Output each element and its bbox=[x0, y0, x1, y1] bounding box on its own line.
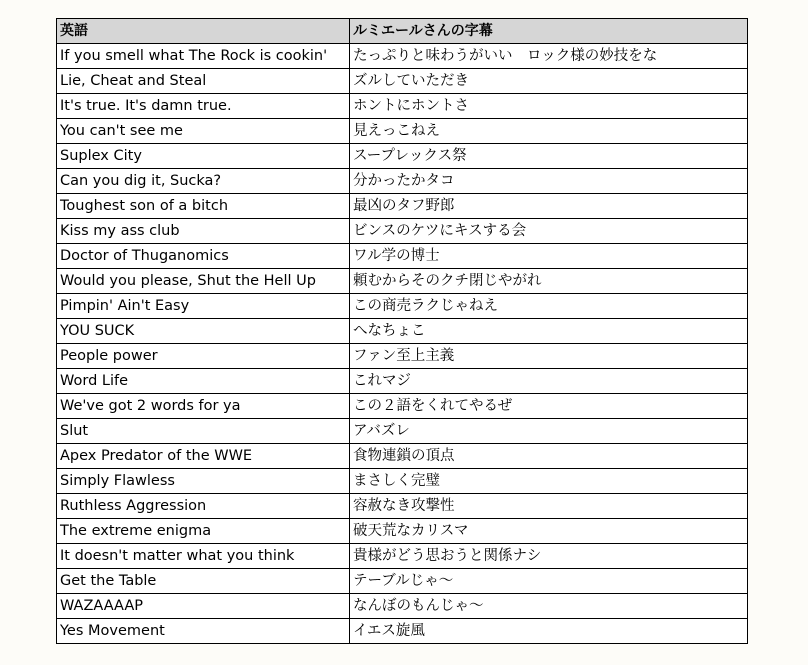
table-row bbox=[57, 194, 748, 219]
japanese-subtitle-cell: 頼むからそのクチ閉じやがれ bbox=[350, 269, 748, 294]
english-phrase-cell: If you smell what The Rock is cookin' bbox=[57, 44, 350, 69]
table-row bbox=[57, 569, 748, 594]
japanese-subtitle-cell: 容赦なき攻撃性 bbox=[350, 494, 748, 519]
english-phrase-cell: Pimpin' Ain't Easy bbox=[57, 294, 350, 319]
table-row bbox=[57, 594, 748, 619]
table-row bbox=[57, 144, 748, 169]
table-row bbox=[57, 444, 748, 469]
japanese-subtitle-cell: ホントにホントさ bbox=[350, 94, 748, 119]
table-row bbox=[57, 294, 748, 319]
header-subtitle: ルミエールさんの字幕 bbox=[350, 19, 748, 44]
table-row bbox=[57, 69, 748, 94]
table-row bbox=[57, 394, 748, 419]
japanese-subtitle-cell: ズルしていただき bbox=[350, 69, 748, 94]
japanese-subtitle-cell: なんぼのもんじゃ～ bbox=[350, 594, 748, 619]
japanese-subtitle-cell: テーブルじゃ～ bbox=[350, 569, 748, 594]
english-phrase-cell: Word Life bbox=[57, 369, 350, 394]
english-phrase-cell: Simply Flawless bbox=[57, 469, 350, 494]
table-row bbox=[57, 469, 748, 494]
table-row bbox=[57, 544, 748, 569]
table-row bbox=[57, 44, 748, 69]
english-phrase-cell: Yes Movement bbox=[57, 619, 350, 644]
japanese-subtitle-cell: 見えっこねえ bbox=[350, 119, 748, 144]
table-row bbox=[57, 369, 748, 394]
table-row bbox=[57, 169, 748, 194]
english-phrase-cell: The extreme enigma bbox=[57, 519, 350, 544]
english-phrase-cell: It's true. It's damn true. bbox=[57, 94, 350, 119]
table-row bbox=[57, 344, 748, 369]
japanese-subtitle-cell: この２語をくれてやるぜ bbox=[350, 394, 748, 419]
english-phrase-cell: Toughest son of a bitch bbox=[57, 194, 350, 219]
subtitle-comparison-table bbox=[56, 18, 748, 644]
english-phrase-cell: Doctor of Thuganomics bbox=[57, 244, 350, 269]
japanese-subtitle-cell: この商売ラクじゃねえ bbox=[350, 294, 748, 319]
japanese-subtitle-cell: ファン至上主義 bbox=[350, 344, 748, 369]
english-phrase-cell: Would you please, Shut the Hell Up bbox=[57, 269, 350, 294]
english-phrase-cell: Slut bbox=[57, 419, 350, 444]
japanese-subtitle-cell: ビンスのケツにキスする会 bbox=[350, 219, 748, 244]
english-phrase-cell: Ruthless Aggression bbox=[57, 494, 350, 519]
english-phrase-cell: Lie, Cheat and Steal bbox=[57, 69, 350, 94]
japanese-subtitle-cell: 分かったかタコ bbox=[350, 169, 748, 194]
japanese-subtitle-cell: 破天荒なカリスマ bbox=[350, 519, 748, 544]
english-phrase-cell: Kiss my ass club bbox=[57, 219, 350, 244]
table-row bbox=[57, 119, 748, 144]
english-phrase-cell: Can you dig it, Sucka? bbox=[57, 169, 350, 194]
table-row bbox=[57, 494, 748, 519]
japanese-subtitle-cell: 最凶のタフ野郎 bbox=[350, 194, 748, 219]
table-row bbox=[57, 219, 748, 244]
english-phrase-cell: People power bbox=[57, 344, 350, 369]
table-row bbox=[57, 319, 748, 344]
japanese-subtitle-cell: ワル学の博士 bbox=[350, 244, 748, 269]
japanese-subtitle-cell: アバズレ bbox=[350, 419, 748, 444]
english-phrase-cell: It doesn't matter what you think bbox=[57, 544, 350, 569]
english-phrase-cell: Get the Table bbox=[57, 569, 350, 594]
english-phrase-cell: WAZAAAAP bbox=[57, 594, 350, 619]
english-phrase-cell: YOU SUCK bbox=[57, 319, 350, 344]
japanese-subtitle-cell: これマジ bbox=[350, 369, 748, 394]
japanese-subtitle-cell: 食物連鎖の頂点 bbox=[350, 444, 748, 469]
table-row bbox=[57, 419, 748, 444]
header-english: 英語 bbox=[57, 19, 350, 44]
english-phrase-cell: Apex Predator of the WWE bbox=[57, 444, 350, 469]
japanese-subtitle-cell: たっぷりと味わうがいい ロック様の妙技をな bbox=[350, 44, 748, 69]
table-row bbox=[57, 519, 748, 544]
japanese-subtitle-cell: まさしく完璧 bbox=[350, 469, 748, 494]
japanese-subtitle-cell: イエス旋風 bbox=[350, 619, 748, 644]
english-phrase-cell: We've got 2 words for ya bbox=[57, 394, 350, 419]
english-phrase-cell: You can't see me bbox=[57, 119, 350, 144]
table-row bbox=[57, 269, 748, 294]
japanese-subtitle-cell: スープレックス祭 bbox=[350, 144, 748, 169]
english-phrase-cell: Suplex City bbox=[57, 144, 350, 169]
table-row bbox=[57, 94, 748, 119]
japanese-subtitle-cell: へなちょこ bbox=[350, 319, 748, 344]
header-row bbox=[57, 19, 748, 44]
table-row bbox=[57, 244, 748, 269]
table-row bbox=[57, 619, 748, 644]
japanese-subtitle-cell: 貴様がどう思おうと関係ナシ bbox=[350, 544, 748, 569]
